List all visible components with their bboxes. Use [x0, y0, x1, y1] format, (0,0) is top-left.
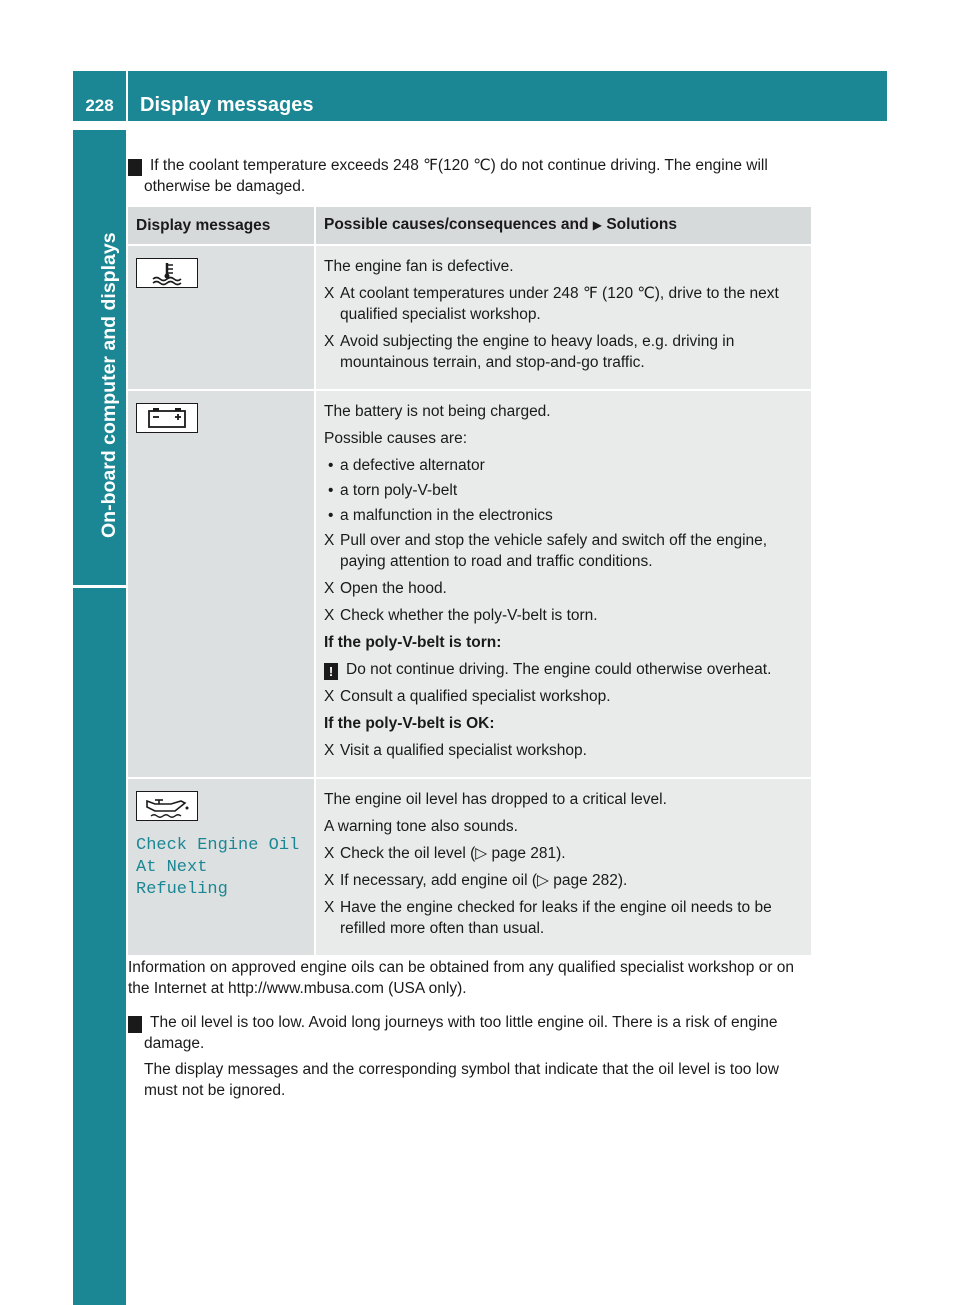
column-header-display-messages: Display messages [128, 207, 315, 245]
section-title: Display messages [140, 94, 314, 116]
header-divider [126, 71, 128, 121]
action-item: X Pull over and stop the vehicle safely and switch off the engine, paying attention to road and traffic conditions. [324, 530, 803, 572]
oil-can-icon [136, 791, 198, 821]
condition-heading: If the poly-V-belt is OK: [324, 715, 495, 732]
display-message-text [136, 835, 306, 901]
action-item: X Check the oil level (▷ page 281). [324, 843, 803, 864]
inline-warning-text: Do not continue driving. The engine could otherwise overheat. [346, 661, 772, 678]
action-item: X Have the engine checked for leaks if the engine oil needs to be refilled more often than usual. [324, 897, 803, 939]
warning-mark-icon: ! [324, 663, 338, 680]
column-header-causes-label: Possible causes/consequences and [324, 216, 589, 233]
cause-text: The battery is not being charged. [324, 403, 551, 420]
battery-icon [136, 403, 198, 433]
display-message-line: At Next Refueling [136, 858, 228, 899]
solutions-cell [315, 778, 811, 955]
oil-warning-subtext: The display messages and the corresponding symbol that indicate that the oil level is too low must not be ignored. [144, 1061, 779, 1099]
inline-warning [324, 659, 803, 680]
bullet-item: • a torn poly-V-belt [324, 480, 803, 501]
side-tab-lower [73, 588, 126, 1305]
bullet-item: • a defective alternator [324, 455, 803, 476]
action-item: X Consult a qualified specialist workshop. [324, 686, 803, 707]
oil-warning-note [124, 1012, 814, 1101]
display-cell [128, 778, 315, 955]
play-arrow-icon: ▶ [592, 218, 603, 232]
display-message-line: Check Engine Oil [136, 836, 300, 855]
cause-text: Possible causes are: [324, 430, 468, 447]
side-tab-label: On-board computer and displays [98, 232, 120, 538]
solutions-cell [315, 245, 811, 390]
bullet-item: • a malfunction in the electronics [324, 505, 803, 526]
cause-text: A warning tone also sounds. [324, 818, 518, 835]
table-row [128, 390, 811, 778]
page-number: 228 [85, 96, 114, 115]
action-item: X Visit a qualified specialist workshop. [324, 740, 803, 761]
coolant-warning-text: If the coolant temperature exceeds 248 ℉(120 ℃) do not continue driving. The engine will otherwise be damaged. [144, 157, 768, 195]
warning-mark-icon: ! [128, 159, 142, 176]
warning-mark-icon: ! [128, 1016, 142, 1033]
oil-info-text: Information on approved engine oils can be obtained from any qualified specialist workshop or on the Internet at http://www.mbusa.com (USA only). [128, 959, 795, 997]
display-cell [128, 245, 315, 390]
action-item: X Open the hood. [324, 578, 803, 599]
table-header-row [128, 207, 811, 245]
display-cell [128, 390, 315, 778]
cause-text: The engine oil level has dropped to a critical level. [324, 791, 667, 808]
action-item: X At coolant temperatures under 248 ℉ (120 ℃), drive to the next qualified specialist workshop. [324, 283, 803, 325]
table-row [128, 245, 811, 390]
action-item: X Avoid subjecting the engine to heavy loads, e.g. driving in mountainous terrain, and stop-and-go traffic. [324, 331, 803, 373]
coolant-temperature-icon [136, 258, 198, 288]
oil-warning-text: The oil level is too low. Avoid long journeys with too little engine oil. There is a risk of engine damage. [144, 1014, 778, 1052]
solutions-cell [315, 390, 811, 778]
column-header-solutions-label: Solutions [606, 216, 677, 233]
cause-text: The engine fan is defective. [324, 258, 514, 275]
column-header-causes [315, 207, 811, 245]
action-item: X If necessary, add engine oil (▷ page 282). [324, 870, 803, 891]
display-messages-table [128, 207, 811, 955]
oil-info-paragraph [128, 957, 814, 999]
table-row [128, 778, 811, 955]
action-item: X Check whether the poly-V-belt is torn. [324, 605, 803, 626]
coolant-warning-note [124, 155, 814, 197]
condition-heading: If the poly-V-belt is torn: [324, 634, 502, 651]
